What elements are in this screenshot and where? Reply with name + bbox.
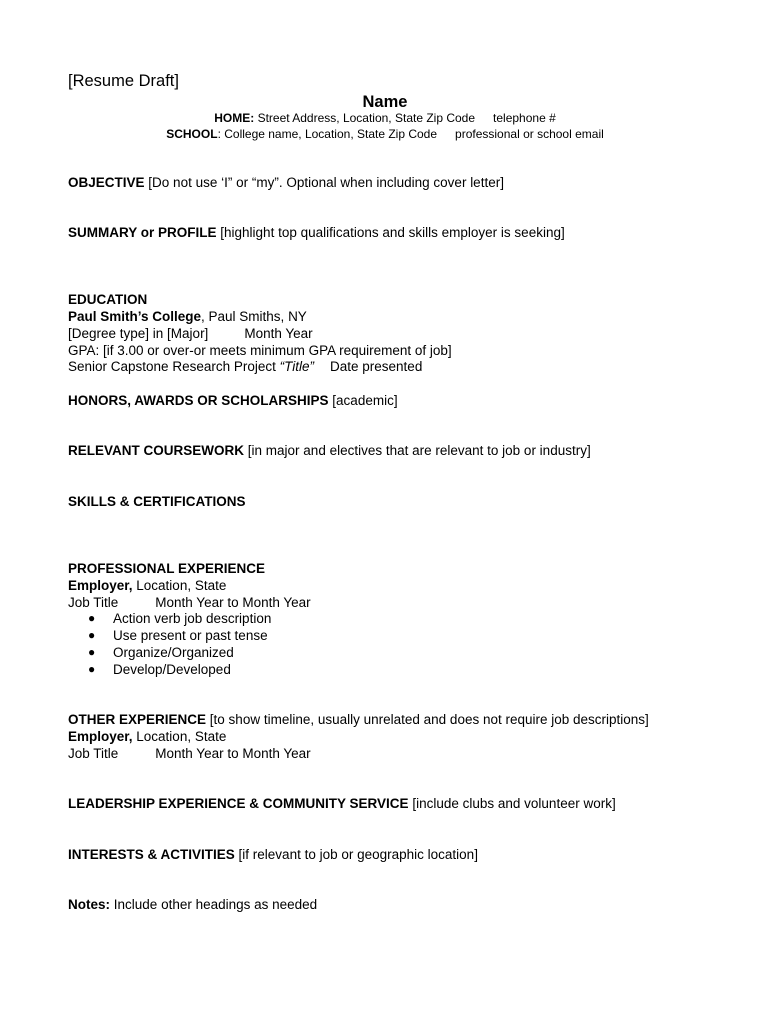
notes-heading: Notes:: [68, 897, 111, 912]
other-experience-section: [68, 711, 649, 728]
other-job-line: [68, 745, 311, 762]
degree-date: Month Year: [244, 326, 313, 341]
home-address: Street Address, Location, State Zip Code: [257, 111, 476, 125]
capstone-title: “Title”: [279, 359, 315, 374]
other-employer: Employer,: [68, 729, 133, 744]
professional-heading: PROFESSIONAL EXPERIENCE: [68, 561, 266, 576]
list-item: ● Organize/Organized: [88, 645, 234, 660]
candidate-name: Name: [362, 93, 408, 111]
education-capstone-line: [68, 358, 422, 375]
college-location: , Paul Smiths, NY: [201, 309, 307, 324]
school-email: professional or school email: [455, 127, 604, 141]
other-note: [to show timeline, usually unrelated and does not require job descriptions]: [209, 712, 649, 727]
document-title: [Resume Draft]: [68, 72, 179, 90]
other-employer-location: Location, State: [132, 729, 227, 744]
school-address: : College name, Location, State Zip Code: [217, 127, 438, 141]
other-employer-line: [68, 728, 226, 745]
capstone-label: Senior Capstone Research Project: [68, 359, 280, 374]
degree: [Degree type] in [Major]: [68, 326, 209, 341]
honors-section: [68, 392, 398, 409]
professional-job-title: Job Title: [68, 595, 119, 610]
professional-employer: Employer,: [68, 578, 133, 593]
objective-note: [Do not use ‘I” or “my”. Optional when including cover letter]: [148, 175, 504, 190]
capstone-date: Date presented: [330, 359, 423, 374]
coursework-heading: RELEVANT COURSEWORK: [68, 443, 245, 458]
other-job-title: Job Title: [68, 746, 119, 761]
objective-section: [68, 174, 504, 191]
coursework-section: [68, 442, 591, 459]
other-heading: OTHER EXPERIENCE: [68, 712, 207, 727]
leadership-heading: LEADERSHIP EXPERIENCE & COMMUNITY SERVICE: [68, 796, 409, 811]
other-job-dates: Month Year to Month Year: [155, 746, 311, 761]
school-address-line: [0, 127, 770, 142]
honors-note: [academic]: [332, 393, 398, 408]
home-address-line: [0, 111, 770, 126]
list-item: ● Use present or past tense: [88, 628, 268, 643]
education-college-line: [68, 308, 307, 325]
summary-note: [highlight top qualifications and skills employer is seeking]: [220, 225, 565, 240]
education-gpa: GPA: [if 3.00 or over-or meets minimum GPA requirement of job]: [68, 343, 452, 358]
home-label: HOME:: [214, 111, 255, 125]
education-degree-line: [68, 325, 313, 342]
professional-job-line: [68, 594, 311, 611]
interests-section: [68, 846, 478, 863]
coursework-note: [in major and electives that are relevant to job or industry]: [247, 443, 591, 458]
summary-section: [68, 224, 565, 241]
bullet-icon: ●: [88, 645, 96, 659]
list-item: ● Action verb job description: [88, 611, 272, 626]
professional-employer-location: Location, State: [132, 578, 227, 593]
college-name: Paul Smith’s College: [68, 309, 202, 324]
objective-heading: OBJECTIVE: [68, 175, 145, 190]
notes-text: Include other headings as needed: [113, 897, 318, 912]
honors-heading: HONORS, AWARDS OR SCHOLARSHIPS: [68, 393, 329, 408]
professional-employer-line: [68, 577, 226, 594]
home-phone: telephone #: [493, 111, 556, 125]
summary-heading: SUMMARY or PROFILE: [68, 225, 217, 240]
education-heading: EDUCATION: [68, 292, 148, 307]
skills-heading: SKILLS & CERTIFICATIONS: [68, 494, 246, 509]
professional-bullet-list: [88, 610, 271, 678]
professional-job-dates: Month Year to Month Year: [155, 595, 311, 610]
list-item: ● Develop/Developed: [88, 662, 231, 677]
leadership-section: [68, 795, 616, 812]
notes-section: [68, 896, 317, 913]
interests-note: [if relevant to job or geographic location]: [238, 847, 478, 862]
interests-heading: INTERESTS & ACTIVITIES: [68, 847, 235, 862]
bullet-icon: ●: [88, 628, 96, 642]
bullet-icon: ●: [88, 662, 96, 676]
leadership-note: [include clubs and volunteer work]: [412, 796, 616, 811]
school-label: SCHOOL: [166, 127, 218, 141]
bullet-icon: ●: [88, 611, 96, 625]
